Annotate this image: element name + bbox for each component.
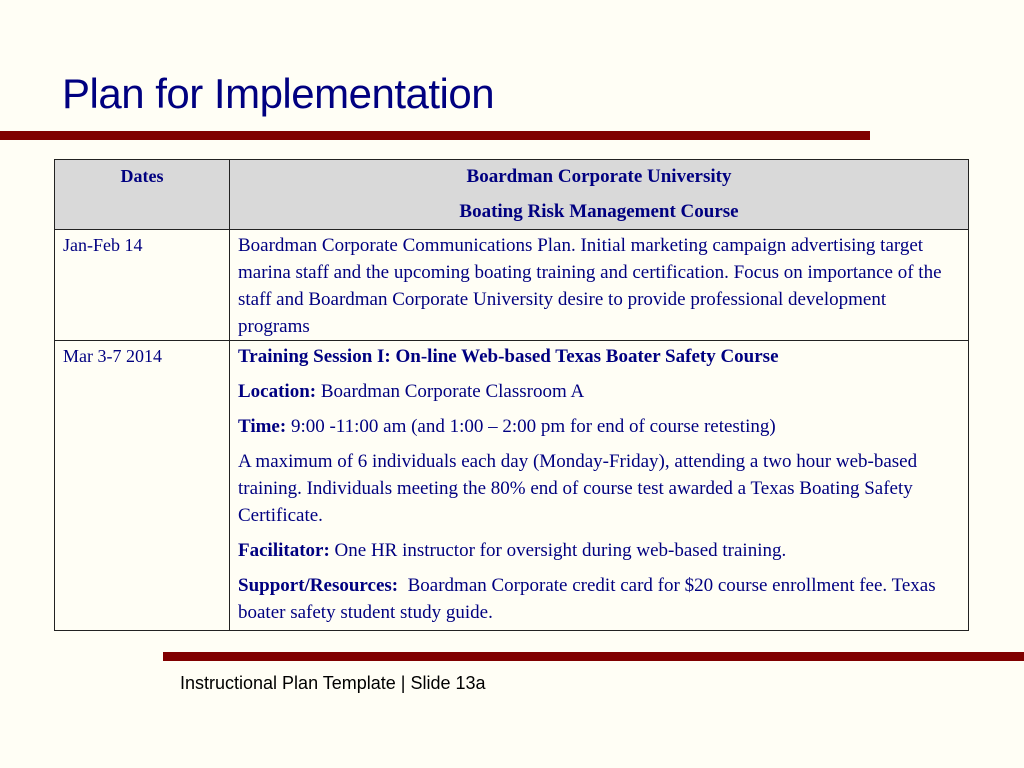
title-divider: [0, 131, 870, 140]
table-row: [55, 341, 969, 631]
table-header-row: [55, 160, 969, 230]
header-university: Boardman Corporate University: [466, 166, 732, 187]
session-title: Training Session I: On-line Web-based Texas Boater Safety Course: [238, 346, 779, 367]
session-location: [238, 378, 954, 405]
support-label: Support/Resources:: [238, 575, 399, 596]
header-dates: Dates: [55, 160, 230, 230]
support-value: Boardman Corporate credit card for $20 course enrollment fee. Texas boater safety student study guide.: [238, 575, 941, 623]
session-time: [238, 413, 954, 440]
row-description: Boardman Corporate Communications Plan. Initial marketing campaign advertising target marina staff and the upcoming boating training and certification. Focus on importance of the staff and Boardman Corporate University desire to provide professional development programs: [230, 230, 969, 341]
footer-divider: [163, 652, 1024, 661]
location-value: Boardman Corporate Classroom A: [316, 381, 585, 402]
header-course: [230, 160, 969, 230]
time-label: Time:: [238, 416, 287, 437]
session-support: [238, 572, 954, 626]
session-details: [230, 341, 969, 631]
header-course-name: Boating Risk Management Course: [459, 201, 739, 222]
implementation-table: [54, 159, 969, 631]
facilitator-value: One HR instructor for oversight during web-based training.: [329, 540, 787, 561]
table-row: [55, 230, 969, 341]
location-label: Location:: [238, 381, 317, 402]
session-facilitator: [238, 537, 954, 564]
time-value: 9:00 -11:00 am (and 1:00 – 2:00 pm for end of course retesting): [286, 416, 776, 437]
row-date: Mar 3-7 2014: [55, 341, 230, 631]
session-description: A maximum of 6 individuals each day (Monday-Friday), attending a two hour web-based training. Individuals meeting the 80% end of course test awarded a Texas Boating Safety Certificate.: [238, 451, 918, 526]
facilitator-label: Facilitator:: [238, 540, 330, 561]
row-date: Jan-Feb 14: [55, 230, 230, 341]
slide-title: Plan for Implementation: [62, 70, 495, 117]
slide-footer: Instructional Plan Template | Slide 13a: [180, 673, 486, 693]
